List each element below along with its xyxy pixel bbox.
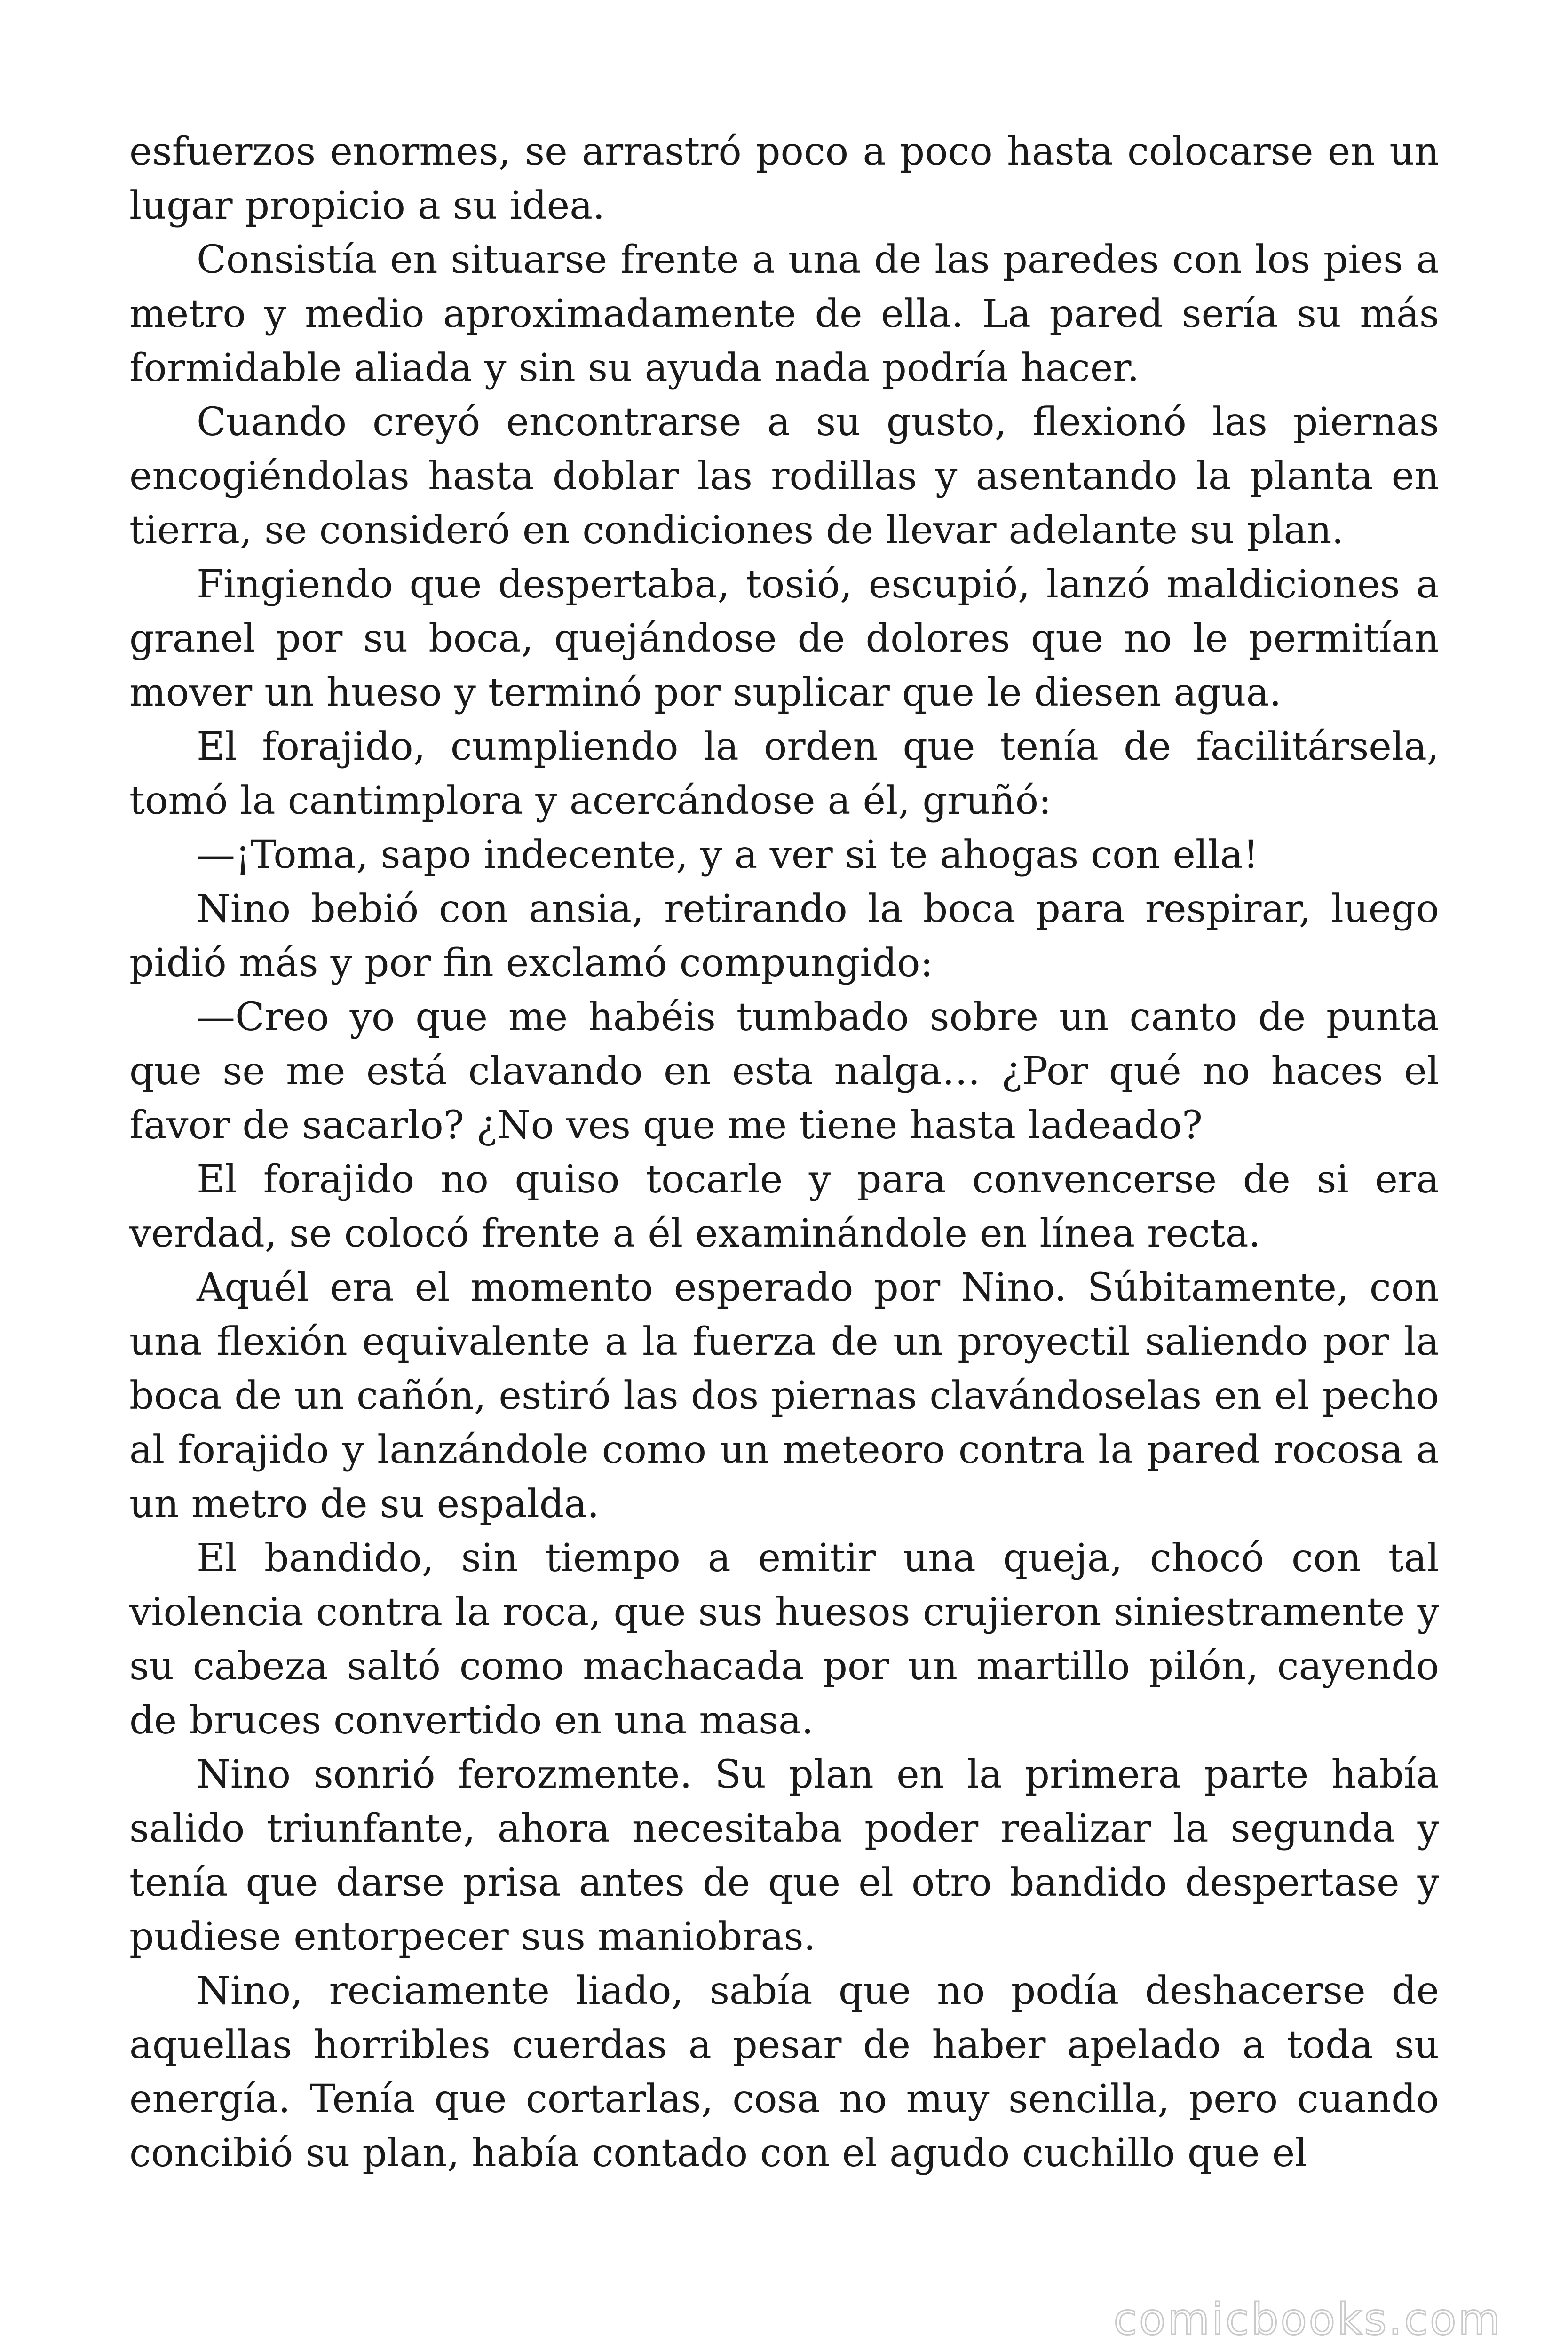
paragraph: El forajido, cumpliendo la orden que tenía de facilitársela, tomó la cantimplora y acercándose a él, gruñó:	[129, 724, 1439, 823]
paragraph: Nino bebió con ansia, retirando la boca para respirar, luego pidió más y por fin exclamó compungido:	[129, 887, 1439, 985]
dialogue-paragraph: —Creo yo que me habéis tumbado sobre un canto de punta que se me está clavando en esta nalga… ¿Por qué no haces el favor de sacarlo? ¿No ves que me tiene hasta ladeado?	[129, 995, 1439, 1148]
paragraph: Nino sonrió ferozmente. Su plan en la primera parte había salido triunfante, ahora necesitaba poder realizar la segunda y tenía que darse prisa antes de que el otro bandido despertase y pudiese entorpecer sus maniobras.	[129, 1752, 1439, 1959]
paragraph: Aquél era el momento esperado por Nino. Súbitamente, con una flexión equivalente a la fuerza de un proyectil saliendo por la boca de un cañón, estiró las dos piernas clavándoselas en el pecho al forajido y lanzándole como un meteoro contra la pared rocosa a un metro de su espalda.	[129, 1265, 1439, 1526]
dialogue-paragraph: —¡Toma, sapo indecente, y a ver si te ahogas con ella!	[197, 833, 1259, 877]
body-text	[129, 125, 1439, 2180]
paragraph: Nino, reciamente liado, sabía que no podía deshacerse de aquellas horribles cuerdas a pesar de haber apelado a toda su energía. Tenía que cortarlas, cosa no muy sencilla, pero cuando concibió su plan, había contado con el agudo cuchillo que el	[129, 1969, 1439, 2176]
paragraph: El forajido no quiso tocarle y para convencerse de si era verdad, se colocó frente a él examinándole en línea recta.	[129, 1157, 1439, 1256]
paragraph: esfuerzos enormes, se arrastró poco a poco hasta colocarse en un lugar propicio a su idea.	[129, 129, 1439, 228]
paragraph: El bandido, sin tiempo a emitir una queja, chocó con tal violencia contra la roca, que sus huesos crujieron siniestramente y su cabeza saltó como machacada por un martillo pilón, cayendo de bruces convertido en una masa.	[129, 1536, 1439, 1743]
watermark: comicbooks.com	[1113, 2294, 1502, 2344]
paragraph: Fingiendo que despertaba, tosió, escupió, lanzó maldiciones a granel por su boca, quejándose de dolores que no le permitían mover un hueso y terminó por suplicar que le diesen agua.	[129, 562, 1439, 715]
paragraph: Cuando creyó encontrarse a su gusto, flexionó las piernas encogiéndolas hasta doblar las rodillas y asentando la planta en tierra, se consideró en condiciones de llevar adelante su plan.	[129, 400, 1439, 553]
paragraph: Consistía en situarse frente a una de las paredes con los pies a metro y medio aproximadamente de ella. La pared sería su más formidable aliada y sin su ayuda nada podría hacer.	[129, 238, 1439, 390]
